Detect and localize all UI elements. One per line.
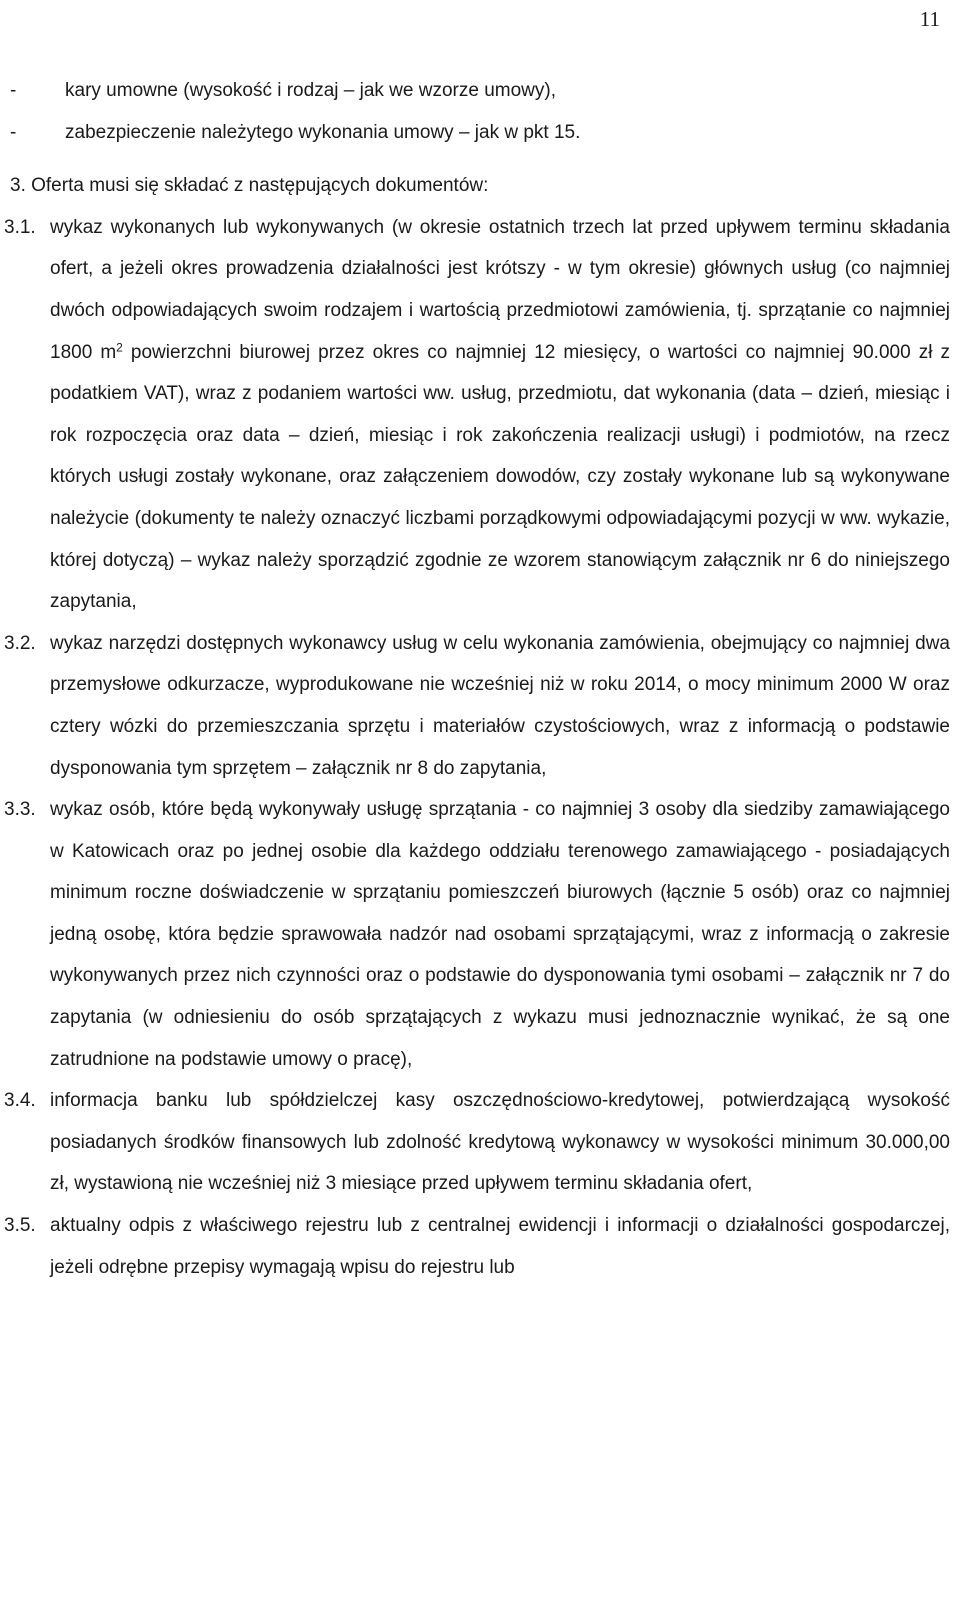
item-number: 3.1. — [4, 216, 36, 238]
item-number: 3.2. — [4, 632, 36, 654]
item-text: informacja banku lub spółdzielczej kasy oszczędnościowo-kredytowej, potwierdzającą wysokość posiadanych środków finansowych lub zdolność kredytową wykonawcy w wysokości minimum 30.000,00 zł, wystawioną nie wcześniej niż 3 miesiące przed upływem terminu składania ofert, — [50, 1090, 950, 1195]
dash-marker: - — [10, 80, 17, 101]
item-number: 3.4. — [4, 1090, 36, 1112]
dash-list-item — [0, 70, 950, 112]
superscript: 2 — [116, 339, 123, 354]
item-text: wykaz wykonanych lub wykonywanych (w okresie ostatnich trzech lat przed upływem terminu składania ofert, a jeżeli okres prowadzenia działalności jest krótszy - w tym okresie) głównych usług (co najmniej dwóch odpowiadających swoim rodzajem i wartością przedmiotowi zamówienia, tj. sprzątanie co najmniej 1800 m — [50, 216, 950, 363]
page-number: 11 — [919, 7, 940, 31]
section-title: 3. Oferta musi się składać z następujących dokumentów: — [10, 175, 489, 197]
numbered-item — [0, 789, 950, 1080]
dash-marker: - — [10, 121, 17, 143]
numbered-item — [0, 623, 950, 789]
item-number: 3.3. — [4, 799, 36, 821]
dash-item-text: zabezpieczenie należytego wykonania umowy – jak w pkt 15. — [65, 121, 581, 143]
item-text: aktualny odpis z właściwego rejestru lub z centralnej ewidencji i informacji o działalności gospodarczej, jeżeli odrębne przepisy wymagają wpisu do rejestru lub — [50, 1215, 950, 1278]
item-text-continued: powierzchni biurowej przez okres co najmniej 12 miesięcy, o wartości co najmniej 90.000 zł z podatkiem VAT), wraz z podaniem wartości ww. usług, przedmiotu, dat wykonania (data – dzień, miesiąc i rok rozpoczęcia oraz data – dzień, miesiąc i rok zakończenia realizacji usługi) i podmiotów, na rzecz których usługi zostały wykonane, oraz załączeniem dowodów, czy zostały wykonane lub są wykonywane należycie (dokumenty te należy oznaczyć liczbami porządkowymi odpowiadającymi pozycji w ww. wykazie, której dotyczą) – wykaz należy sporządzić zgodnie ze wzorem stanowiącym załącznik nr 6 do niniejszego zapytania, — [50, 341, 951, 613]
numbered-item — [0, 1205, 950, 1288]
item-text: wykaz narzędzi dostępnych wykonawcy usług w celu wykonania zamówienia, obejmujący co najmniej dwa przemysłowe odkurzacze, wyprodukowane nie wcześniej niż w roku 2014, o mocy minimum 2000 W oraz cztery wózki do przemieszczania sprzętu i materiałów czystościowych, wraz z informacją o podstawie dysponowania tym sprzętem – załącznik nr 8 do zapytania, — [50, 632, 950, 779]
item-text: wykaz osób, które będą wykonywały usługę sprzątania - co najmniej 3 osoby dla siedziby zamawiającego w Katowicach oraz po jednej osobie dla każdego oddziału terenowego zamawiającego - posiadających minimum roczne doświadczenie w sprzątaniu pomieszczeń biurowych (łącznie 5 osób) oraz co najmniej jedną osobę, która będzie sprawowała nadzór nad osobami sprzątającymi, wraz z informacją o zakresie wykonywanych przez nich czynności oraz o podstawie do dysponowania tymi osobami – załącznik nr 7 do zapytania (w odniesieniu do osób sprzątających z wykazu musi jednoznacznie wynikać, że są one zatrudnione na podstawie umowy o pracę), — [50, 799, 950, 1070]
item-number: 3.5. — [4, 1215, 36, 1237]
numbered-item — [0, 1080, 950, 1205]
dash-item-text: kary umowne (wysokość i rodzaj – jak we wzorze umowy), — [65, 80, 556, 101]
document-body — [0, 70, 950, 1288]
dash-list-item — [0, 112, 950, 154]
numbered-item — [0, 207, 950, 623]
